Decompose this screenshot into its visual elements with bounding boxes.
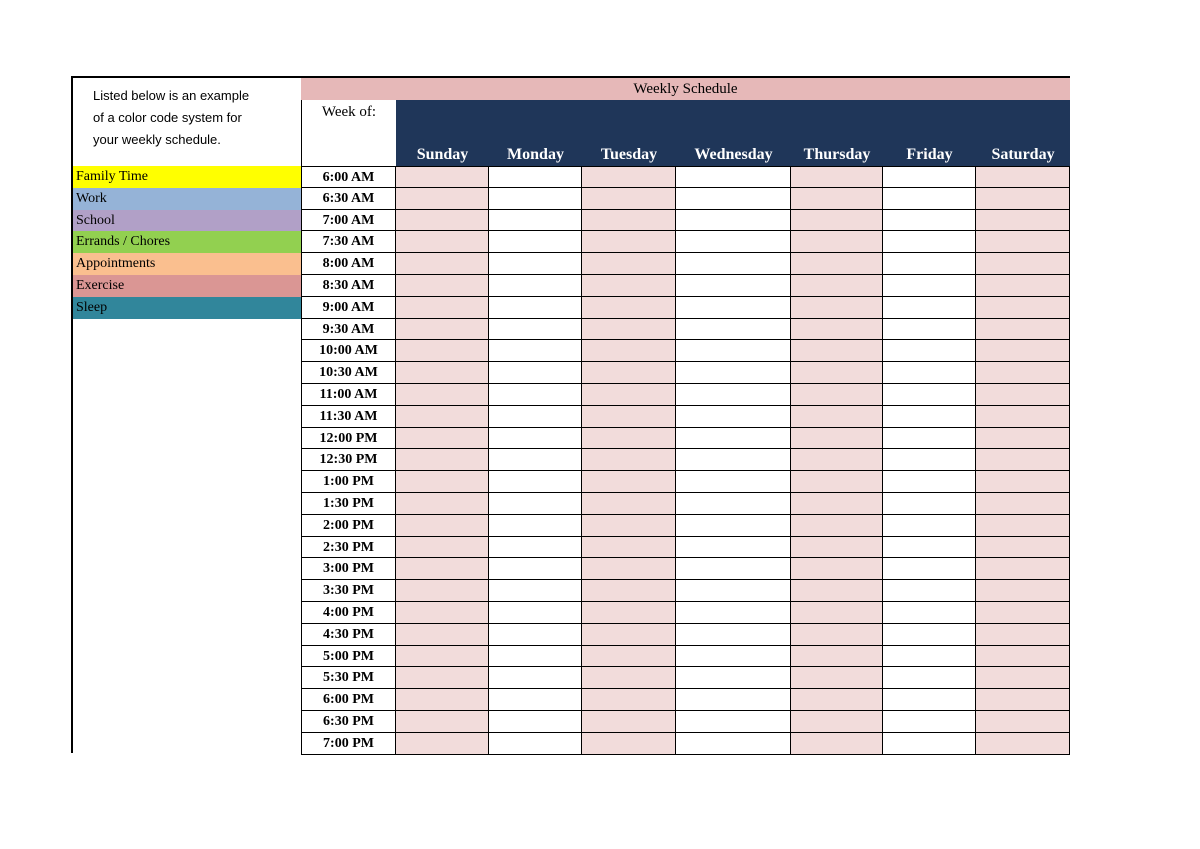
time-row bbox=[301, 667, 1070, 689]
schedule-cell-sunday[interactable] bbox=[396, 646, 489, 668]
schedule-cell-monday[interactable] bbox=[489, 580, 582, 602]
schedule-cell-saturday[interactable] bbox=[976, 428, 1070, 450]
schedule-cell-friday[interactable] bbox=[883, 297, 976, 319]
schedule-cell-saturday[interactable] bbox=[976, 253, 1070, 275]
schedule-cell-tuesday[interactable] bbox=[582, 493, 676, 515]
schedule-cell-monday[interactable] bbox=[489, 340, 582, 362]
schedule-cell-sunday[interactable] bbox=[396, 319, 489, 341]
schedule-cell-sunday[interactable] bbox=[396, 580, 489, 602]
schedule-cell-wednesday[interactable] bbox=[676, 537, 791, 559]
schedule-cell-monday[interactable] bbox=[489, 646, 582, 668]
schedule-cell-tuesday[interactable] bbox=[582, 646, 676, 668]
day-header-band bbox=[396, 100, 1070, 166]
schedule-cell-thursday[interactable] bbox=[791, 188, 883, 210]
time-row bbox=[301, 711, 1070, 733]
time-row bbox=[301, 580, 1070, 602]
time-label: 6:30 PM bbox=[301, 711, 396, 733]
day-header-saturday: Saturday bbox=[991, 146, 1055, 163]
time-label: 9:30 AM bbox=[301, 319, 396, 341]
time-label: 9:00 AM bbox=[301, 297, 396, 319]
time-row bbox=[301, 624, 1070, 646]
time-label: 2:30 PM bbox=[301, 537, 396, 559]
schedule-cell-sunday[interactable] bbox=[396, 384, 489, 406]
legend-panel bbox=[73, 78, 302, 753]
time-row bbox=[301, 493, 1070, 515]
schedule-cell-saturday[interactable] bbox=[976, 340, 1070, 362]
schedule-cell-sunday[interactable] bbox=[396, 253, 489, 275]
schedule-cell-tuesday[interactable] bbox=[582, 188, 676, 210]
schedule-cell-thursday[interactable] bbox=[791, 384, 883, 406]
schedule-cell-saturday[interactable] bbox=[976, 166, 1070, 188]
schedule-cell-sunday[interactable] bbox=[396, 537, 489, 559]
schedule-cell-monday[interactable] bbox=[489, 624, 582, 646]
schedule-cell-friday[interactable] bbox=[883, 537, 976, 559]
schedule-cell-tuesday[interactable] bbox=[582, 580, 676, 602]
schedule-cell-friday[interactable] bbox=[883, 580, 976, 602]
schedule-cell-thursday[interactable] bbox=[791, 449, 883, 471]
time-label: 7:00 PM bbox=[301, 733, 396, 755]
schedule-cell-thursday[interactable] bbox=[791, 362, 883, 384]
schedule-cell-friday[interactable] bbox=[883, 471, 976, 493]
schedule-cell-wednesday[interactable] bbox=[676, 493, 791, 515]
schedule-cell-friday[interactable] bbox=[883, 602, 976, 624]
schedule-cell-monday[interactable] bbox=[489, 166, 582, 188]
schedule-cell-saturday[interactable] bbox=[976, 646, 1070, 668]
schedule-cell-monday[interactable] bbox=[489, 275, 582, 297]
time-row bbox=[301, 275, 1070, 297]
schedule-cell-saturday[interactable] bbox=[976, 210, 1070, 232]
time-label: 3:00 PM bbox=[301, 558, 396, 580]
schedule-cell-saturday[interactable] bbox=[976, 515, 1070, 537]
time-label: 12:00 PM bbox=[301, 428, 396, 450]
schedule-cell-friday[interactable] bbox=[883, 188, 976, 210]
schedule-cell-wednesday[interactable] bbox=[676, 297, 791, 319]
schedule-cell-sunday[interactable] bbox=[396, 449, 489, 471]
time-row bbox=[301, 558, 1070, 580]
schedule-cell-friday[interactable] bbox=[883, 340, 976, 362]
schedule-cell-tuesday[interactable] bbox=[582, 210, 676, 232]
schedule-cell-tuesday[interactable] bbox=[582, 319, 676, 341]
schedule-cell-monday[interactable] bbox=[489, 210, 582, 232]
time-row bbox=[301, 646, 1070, 668]
time-row bbox=[301, 166, 1070, 188]
schedule-cell-tuesday[interactable] bbox=[582, 449, 676, 471]
time-row bbox=[301, 231, 1070, 253]
legend-item-family-time: Family Time bbox=[73, 166, 302, 188]
schedule-cell-thursday[interactable] bbox=[791, 493, 883, 515]
schedule-cell-thursday[interactable] bbox=[791, 340, 883, 362]
schedule-cell-sunday[interactable] bbox=[396, 602, 489, 624]
schedule-cell-wednesday[interactable] bbox=[676, 471, 791, 493]
schedule-cell-wednesday[interactable] bbox=[676, 602, 791, 624]
schedule-cell-friday[interactable] bbox=[883, 362, 976, 384]
time-row bbox=[301, 602, 1070, 624]
schedule-cell-friday[interactable] bbox=[883, 733, 976, 755]
schedule-cell-monday[interactable] bbox=[489, 362, 582, 384]
schedule-cell-monday[interactable] bbox=[489, 406, 582, 428]
time-label: 11:30 AM bbox=[301, 406, 396, 428]
schedule-cell-saturday[interactable] bbox=[976, 471, 1070, 493]
schedule-cell-monday[interactable] bbox=[489, 689, 582, 711]
schedule-cell-tuesday[interactable] bbox=[582, 471, 676, 493]
schedule-cell-thursday[interactable] bbox=[791, 275, 883, 297]
schedule-cell-wednesday[interactable] bbox=[676, 319, 791, 341]
schedule-cell-tuesday[interactable] bbox=[582, 689, 676, 711]
schedule-cell-wednesday[interactable] bbox=[676, 580, 791, 602]
intro-line: of a color code system for bbox=[93, 110, 242, 125]
time-label: 5:30 PM bbox=[301, 667, 396, 689]
schedule-cell-saturday[interactable] bbox=[976, 733, 1070, 755]
schedule-cell-sunday[interactable] bbox=[396, 624, 489, 646]
schedule-cell-monday[interactable] bbox=[489, 558, 582, 580]
weekly-schedule-sheet bbox=[71, 76, 1070, 753]
day-header-thursday: Thursday bbox=[803, 146, 871, 163]
schedule-cell-friday[interactable] bbox=[883, 210, 976, 232]
schedule-cell-thursday[interactable] bbox=[791, 646, 883, 668]
schedule-cell-thursday[interactable] bbox=[791, 711, 883, 733]
color-legend bbox=[73, 166, 302, 319]
schedule-cell-monday[interactable] bbox=[489, 537, 582, 559]
schedule-cell-wednesday[interactable] bbox=[676, 646, 791, 668]
schedule-cell-tuesday[interactable] bbox=[582, 406, 676, 428]
schedule-cell-saturday[interactable] bbox=[976, 406, 1070, 428]
schedule-cell-thursday[interactable] bbox=[791, 515, 883, 537]
schedule-cell-sunday[interactable] bbox=[396, 711, 489, 733]
schedule-cell-saturday[interactable] bbox=[976, 319, 1070, 341]
time-row bbox=[301, 733, 1070, 755]
schedule-cell-friday[interactable] bbox=[883, 384, 976, 406]
time-label: 2:00 PM bbox=[301, 515, 396, 537]
schedule-cell-wednesday[interactable] bbox=[676, 188, 791, 210]
schedule-cell-monday[interactable] bbox=[489, 493, 582, 515]
schedule-cell-saturday[interactable] bbox=[976, 384, 1070, 406]
schedule-cell-sunday[interactable] bbox=[396, 166, 489, 188]
schedule-cell-sunday[interactable] bbox=[396, 667, 489, 689]
day-header-sunday: Sunday bbox=[416, 146, 469, 163]
time-label: 7:30 AM bbox=[301, 231, 396, 253]
schedule-cell-thursday[interactable] bbox=[791, 210, 883, 232]
time-row bbox=[301, 362, 1070, 384]
time-row bbox=[301, 188, 1070, 210]
time-label: 6:00 AM bbox=[301, 166, 396, 188]
intro-line: Listed below is an example bbox=[93, 88, 250, 103]
time-label: 8:30 AM bbox=[301, 275, 396, 297]
schedule-cell-tuesday[interactable] bbox=[582, 231, 676, 253]
schedule-cell-thursday[interactable] bbox=[791, 319, 883, 341]
time-label: 7:00 AM bbox=[301, 210, 396, 232]
schedule-cell-tuesday[interactable] bbox=[582, 362, 676, 384]
schedule-cell-friday[interactable] bbox=[883, 231, 976, 253]
schedule-cell-sunday[interactable] bbox=[396, 297, 489, 319]
schedule-cell-thursday[interactable] bbox=[791, 624, 883, 646]
time-row bbox=[301, 537, 1070, 559]
time-row bbox=[301, 471, 1070, 493]
time-label: 10:00 AM bbox=[301, 340, 396, 362]
schedule-cell-tuesday[interactable] bbox=[582, 340, 676, 362]
schedule-cell-saturday[interactable] bbox=[976, 689, 1070, 711]
schedule-cell-sunday[interactable] bbox=[396, 188, 489, 210]
schedule-cell-wednesday[interactable] bbox=[676, 231, 791, 253]
schedule-cell-wednesday[interactable] bbox=[676, 166, 791, 188]
time-label: 12:30 PM bbox=[301, 449, 396, 471]
schedule-cell-tuesday[interactable] bbox=[582, 275, 676, 297]
schedule-cell-friday[interactable] bbox=[883, 667, 976, 689]
schedule-cell-friday[interactable] bbox=[883, 646, 976, 668]
schedule-cell-saturday[interactable] bbox=[976, 602, 1070, 624]
schedule-cell-friday[interactable] bbox=[883, 515, 976, 537]
schedule-cell-sunday[interactable] bbox=[396, 558, 489, 580]
schedule-cell-thursday[interactable] bbox=[791, 580, 883, 602]
schedule-cell-wednesday[interactable] bbox=[676, 558, 791, 580]
time-label: 8:00 AM bbox=[301, 253, 396, 275]
schedule-cell-thursday[interactable] bbox=[791, 558, 883, 580]
schedule-cell-wednesday[interactable] bbox=[676, 362, 791, 384]
schedule-cell-thursday[interactable] bbox=[791, 253, 883, 275]
schedule-cell-monday[interactable] bbox=[489, 471, 582, 493]
schedule-cell-wednesday[interactable] bbox=[676, 667, 791, 689]
schedule-cell-tuesday[interactable] bbox=[582, 667, 676, 689]
day-header-wednesday: Wednesday bbox=[694, 146, 773, 163]
schedule-cell-tuesday[interactable] bbox=[582, 624, 676, 646]
schedule-cell-monday[interactable] bbox=[489, 297, 582, 319]
header-row bbox=[301, 100, 1070, 166]
schedule-cell-friday[interactable] bbox=[883, 624, 976, 646]
schedule-cell-saturday[interactable] bbox=[976, 362, 1070, 384]
time-row bbox=[301, 340, 1070, 362]
legend-item-errands-chores: Errands / Chores bbox=[73, 231, 302, 253]
schedule-cell-monday[interactable] bbox=[489, 667, 582, 689]
schedule-cell-tuesday[interactable] bbox=[582, 166, 676, 188]
time-rows bbox=[301, 166, 1070, 755]
schedule-cell-tuesday[interactable] bbox=[582, 602, 676, 624]
time-label: 10:30 AM bbox=[301, 362, 396, 384]
schedule-cell-thursday[interactable] bbox=[791, 689, 883, 711]
intro-line: your weekly schedule. bbox=[93, 132, 221, 147]
schedule-cell-monday[interactable] bbox=[489, 602, 582, 624]
time-row bbox=[301, 515, 1070, 537]
schedule-cell-friday[interactable] bbox=[883, 428, 976, 450]
schedule-cell-friday[interactable] bbox=[883, 406, 976, 428]
schedule-cell-saturday[interactable] bbox=[976, 558, 1070, 580]
schedule-cell-wednesday[interactable] bbox=[676, 340, 791, 362]
schedule-cell-saturday[interactable] bbox=[976, 188, 1070, 210]
time-row bbox=[301, 319, 1070, 341]
time-label: 1:00 PM bbox=[301, 471, 396, 493]
schedule-cell-sunday[interactable] bbox=[396, 275, 489, 297]
day-header-tuesday: Tuesday bbox=[600, 146, 658, 163]
schedule-cell-sunday[interactable] bbox=[396, 733, 489, 755]
intro-text bbox=[73, 78, 302, 166]
legend-item-appointments: Appointments bbox=[73, 253, 302, 275]
legend-item-exercise: Exercise bbox=[73, 275, 302, 297]
schedule-cell-thursday[interactable] bbox=[791, 667, 883, 689]
schedule-cell-sunday[interactable] bbox=[396, 340, 489, 362]
schedule-cell-wednesday[interactable] bbox=[676, 210, 791, 232]
schedule-cell-thursday[interactable] bbox=[791, 471, 883, 493]
schedule-cell-sunday[interactable] bbox=[396, 231, 489, 253]
schedule-cell-monday[interactable] bbox=[489, 711, 582, 733]
schedule-cell-wednesday[interactable] bbox=[676, 384, 791, 406]
schedule-cell-friday[interactable] bbox=[883, 558, 976, 580]
schedule-cell-sunday[interactable] bbox=[396, 515, 489, 537]
schedule-cell-wednesday[interactable] bbox=[676, 449, 791, 471]
schedule-cell-tuesday[interactable] bbox=[582, 537, 676, 559]
time-row bbox=[301, 406, 1070, 428]
schedule-cell-thursday[interactable] bbox=[791, 602, 883, 624]
schedule-cell-monday[interactable] bbox=[489, 319, 582, 341]
schedule-cell-tuesday[interactable] bbox=[582, 711, 676, 733]
schedule-cell-saturday[interactable] bbox=[976, 231, 1070, 253]
schedule-cell-tuesday[interactable] bbox=[582, 515, 676, 537]
schedule-cell-monday[interactable] bbox=[489, 733, 582, 755]
time-row bbox=[301, 689, 1070, 711]
time-row bbox=[301, 253, 1070, 275]
schedule-cell-monday[interactable] bbox=[489, 253, 582, 275]
schedule-cell-wednesday[interactable] bbox=[676, 733, 791, 755]
schedule-cell-saturday[interactable] bbox=[976, 667, 1070, 689]
schedule-cell-wednesday[interactable] bbox=[676, 689, 791, 711]
schedule-cell-sunday[interactable] bbox=[396, 428, 489, 450]
schedule-cell-friday[interactable] bbox=[883, 275, 976, 297]
schedule-cell-sunday[interactable] bbox=[396, 471, 489, 493]
schedule-cell-tuesday[interactable] bbox=[582, 558, 676, 580]
time-label: 4:00 PM bbox=[301, 602, 396, 624]
schedule-cell-monday[interactable] bbox=[489, 515, 582, 537]
schedule-cell-saturday[interactable] bbox=[976, 624, 1070, 646]
schedule-cell-wednesday[interactable] bbox=[676, 275, 791, 297]
schedule-cell-friday[interactable] bbox=[883, 493, 976, 515]
day-header-friday: Friday bbox=[906, 146, 953, 163]
time-label: 11:00 AM bbox=[301, 384, 396, 406]
schedule-cell-tuesday[interactable] bbox=[582, 384, 676, 406]
schedule-cell-saturday[interactable] bbox=[976, 449, 1070, 471]
schedule-cell-thursday[interactable] bbox=[791, 406, 883, 428]
schedule-cell-monday[interactable] bbox=[489, 231, 582, 253]
schedule-cell-saturday[interactable] bbox=[976, 493, 1070, 515]
schedule-cell-tuesday[interactable] bbox=[582, 297, 676, 319]
time-row bbox=[301, 384, 1070, 406]
schedule-cell-friday[interactable] bbox=[883, 689, 976, 711]
schedule-cell-sunday[interactable] bbox=[396, 210, 489, 232]
schedule-cell-sunday[interactable] bbox=[396, 406, 489, 428]
schedule-cell-thursday[interactable] bbox=[791, 166, 883, 188]
schedule-cell-thursday[interactable] bbox=[791, 733, 883, 755]
legend-item-school: School bbox=[73, 210, 302, 232]
schedule-cell-friday[interactable] bbox=[883, 449, 976, 471]
legend-item-sleep: Sleep bbox=[73, 297, 302, 319]
schedule-cell-monday[interactable] bbox=[489, 428, 582, 450]
schedule-title: Weekly Schedule bbox=[301, 78, 1070, 100]
schedule-cell-friday[interactable] bbox=[883, 253, 976, 275]
schedule-cell-thursday[interactable] bbox=[791, 297, 883, 319]
schedule-cell-saturday[interactable] bbox=[976, 297, 1070, 319]
time-label: 3:30 PM bbox=[301, 580, 396, 602]
time-row bbox=[301, 449, 1070, 471]
schedule-cell-thursday[interactable] bbox=[791, 537, 883, 559]
time-label: 6:30 AM bbox=[301, 188, 396, 210]
time-label: 1:30 PM bbox=[301, 493, 396, 515]
schedule-cell-wednesday[interactable] bbox=[676, 253, 791, 275]
schedule-cell-wednesday[interactable] bbox=[676, 515, 791, 537]
schedule-cell-tuesday[interactable] bbox=[582, 733, 676, 755]
schedule-cell-monday[interactable] bbox=[489, 188, 582, 210]
time-row bbox=[301, 428, 1070, 450]
schedule-cell-saturday[interactable] bbox=[976, 580, 1070, 602]
schedule-cell-tuesday[interactable] bbox=[582, 253, 676, 275]
schedule-cell-thursday[interactable] bbox=[791, 231, 883, 253]
schedule-grid bbox=[301, 78, 1070, 753]
time-row bbox=[301, 297, 1070, 319]
schedule-cell-monday[interactable] bbox=[489, 449, 582, 471]
time-label: 5:00 PM bbox=[301, 646, 396, 668]
schedule-cell-friday[interactable] bbox=[883, 711, 976, 733]
schedule-cell-wednesday[interactable] bbox=[676, 711, 791, 733]
schedule-cell-sunday[interactable] bbox=[396, 493, 489, 515]
week-of-label[interactable]: Week of: bbox=[301, 100, 396, 166]
schedule-cell-wednesday[interactable] bbox=[676, 428, 791, 450]
time-row bbox=[301, 210, 1070, 232]
time-label: 6:00 PM bbox=[301, 689, 396, 711]
legend-item-work: Work bbox=[73, 188, 302, 210]
schedule-cell-friday[interactable] bbox=[883, 166, 976, 188]
schedule-cell-wednesday[interactable] bbox=[676, 406, 791, 428]
schedule-cell-sunday[interactable] bbox=[396, 362, 489, 384]
time-label: 4:30 PM bbox=[301, 624, 396, 646]
schedule-cell-sunday[interactable] bbox=[396, 689, 489, 711]
schedule-cell-monday[interactable] bbox=[489, 384, 582, 406]
schedule-cell-friday[interactable] bbox=[883, 319, 976, 341]
day-header-monday: Monday bbox=[507, 146, 564, 163]
schedule-cell-tuesday[interactable] bbox=[582, 428, 676, 450]
schedule-cell-saturday[interactable] bbox=[976, 537, 1070, 559]
schedule-cell-saturday[interactable] bbox=[976, 275, 1070, 297]
schedule-cell-thursday[interactable] bbox=[791, 428, 883, 450]
schedule-cell-wednesday[interactable] bbox=[676, 624, 791, 646]
schedule-cell-saturday[interactable] bbox=[976, 711, 1070, 733]
